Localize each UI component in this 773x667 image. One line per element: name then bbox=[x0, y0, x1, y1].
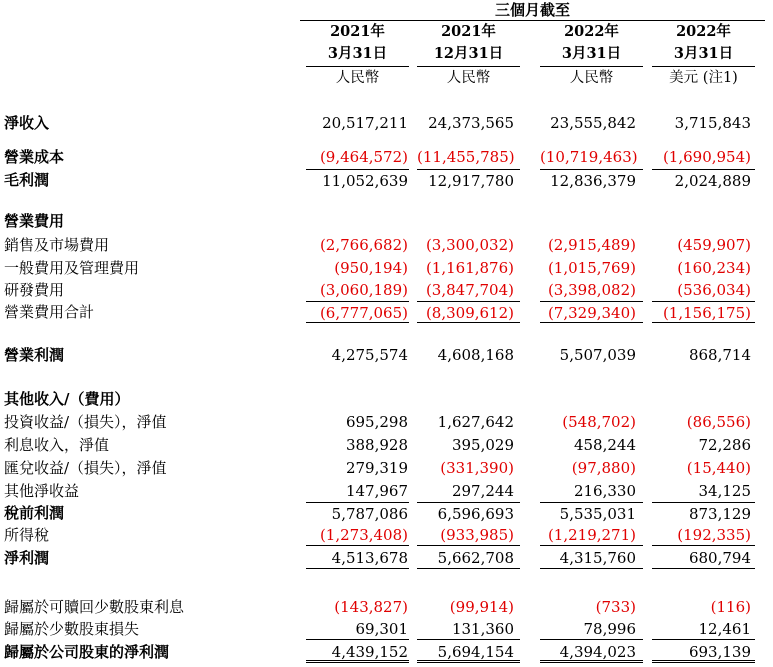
row-label: 歸屬於少數股東損失 bbox=[4, 620, 140, 638]
row-net-profit bbox=[0, 547, 773, 570]
value-cell: 69,301 bbox=[306, 618, 409, 640]
value-cell: 5,662,708 bbox=[417, 547, 520, 569]
value-cell: 279,319 bbox=[345, 459, 408, 477]
value-cell: 695,298 bbox=[345, 413, 408, 431]
row-cost-of-revenue bbox=[0, 146, 773, 168]
row-selling-marketing bbox=[0, 234, 773, 256]
value-cell: (1,690,954) bbox=[662, 148, 751, 166]
row-label: 毛利潤 bbox=[4, 171, 50, 189]
value-cell: 12,917,780 bbox=[417, 169, 520, 191]
value-cell: (548,702) bbox=[562, 413, 636, 431]
value-cell: 4,275,574 bbox=[331, 346, 408, 364]
value-cell: (536,034) bbox=[677, 281, 751, 299]
row-general-admin bbox=[0, 257, 773, 279]
value-cell: (3,300,032) bbox=[425, 236, 514, 254]
column-year: 2021年 bbox=[330, 23, 385, 40]
row-label: 歸屬於可贖回少數股東利息 bbox=[4, 598, 185, 616]
value-cell: 4,608,168 bbox=[437, 346, 514, 364]
value-cell: 23,555,842 bbox=[550, 114, 636, 132]
value-cell: 11,052,639 bbox=[306, 169, 409, 191]
value-cell: (192,335) bbox=[652, 524, 755, 546]
row-total-operating-expenses bbox=[0, 301, 773, 324]
row-label: 歸屬於公司股東的淨利潤 bbox=[4, 643, 170, 661]
column-currency: 人民幣 bbox=[446, 70, 491, 86]
value-cell: 72,286 bbox=[698, 436, 751, 454]
value-cell: (143,827) bbox=[334, 598, 408, 616]
value-cell: (1,273,408) bbox=[306, 524, 409, 546]
value-cell: 34,125 bbox=[698, 482, 751, 500]
column-year: 2021年 bbox=[441, 23, 496, 40]
value-cell: 20,517,211 bbox=[322, 114, 408, 132]
row-redeemable-minority-interest bbox=[0, 596, 773, 618]
row-interest-income bbox=[0, 434, 773, 456]
row-label: 稅前利潤 bbox=[4, 504, 65, 522]
value-cell: 458,244 bbox=[573, 436, 636, 454]
column-date: 3月31日 bbox=[540, 43, 643, 67]
value-cell: 395,029 bbox=[451, 436, 514, 454]
row-label: 所得稅 bbox=[4, 526, 50, 544]
value-cell: (331,390) bbox=[440, 459, 514, 477]
row-net-profit-to-shareholders bbox=[0, 641, 773, 665]
row-profit-before-tax bbox=[0, 502, 773, 524]
value-cell: (10,719,463) bbox=[540, 148, 638, 166]
section-heading: 其他收入/（費用） bbox=[4, 390, 130, 408]
value-cell: 3,715,843 bbox=[674, 114, 751, 132]
value-cell: (459,907) bbox=[677, 236, 751, 254]
row-label: 投資收益/（損失），淨值 bbox=[4, 413, 167, 431]
value-cell: (9,464,572) bbox=[319, 148, 408, 166]
value-cell: (6,777,065) bbox=[306, 301, 409, 323]
row-label: 研發費用 bbox=[4, 281, 65, 299]
value-cell: (2,915,489) bbox=[547, 236, 636, 254]
row-gross-profit bbox=[0, 169, 773, 191]
value-cell: 868,714 bbox=[688, 346, 751, 364]
column-currency: 美元 (注1) bbox=[669, 70, 738, 86]
value-cell: 5,694,154 bbox=[417, 641, 520, 663]
value-cell: 680,794 bbox=[652, 547, 755, 569]
row-label: 一般費用及管理費用 bbox=[4, 259, 140, 277]
value-cell: (86,556) bbox=[686, 413, 751, 431]
column-date: 12月31日 bbox=[417, 43, 520, 67]
column-header bbox=[417, 21, 520, 89]
row-income-tax bbox=[0, 524, 773, 547]
column-date: 3月31日 bbox=[306, 43, 409, 67]
period-group-header: 三個月截至 bbox=[300, 0, 765, 21]
value-cell: (11,455,785) bbox=[417, 148, 515, 166]
value-cell: 4,394,023 bbox=[540, 641, 643, 663]
row-label: 營業成本 bbox=[4, 148, 65, 166]
column-header bbox=[306, 21, 409, 89]
value-cell: 388,928 bbox=[345, 436, 408, 454]
value-cell: 24,373,565 bbox=[428, 114, 514, 132]
value-cell: (1,219,271) bbox=[540, 524, 643, 546]
value-cell: 2,024,889 bbox=[652, 169, 755, 191]
row-fx-gain bbox=[0, 457, 773, 479]
value-cell: (97,880) bbox=[571, 459, 636, 477]
value-cell: (2,766,682) bbox=[319, 236, 408, 254]
row-label: 銷售及市場費用 bbox=[4, 236, 110, 254]
row-operating-profit bbox=[0, 344, 773, 366]
value-cell: (116) bbox=[710, 598, 751, 616]
row-label: 營業費用合計 bbox=[4, 303, 95, 321]
column-currency: 人民幣 bbox=[569, 70, 614, 86]
value-cell: (3,060,189) bbox=[319, 281, 408, 299]
value-cell: 12,836,379 bbox=[540, 169, 643, 191]
value-cell: 873,129 bbox=[652, 502, 755, 524]
value-cell: (160,234) bbox=[677, 259, 751, 277]
value-cell: (1,015,769) bbox=[547, 259, 636, 277]
row-label: 匯兌收益/（損失），淨值 bbox=[4, 459, 167, 477]
row-research-development bbox=[0, 279, 773, 301]
column-header bbox=[540, 21, 643, 89]
row-label: 淨收入 bbox=[4, 114, 50, 132]
value-cell: (950,194) bbox=[334, 259, 408, 277]
value-cell: (15,440) bbox=[686, 459, 751, 477]
value-cell: (733) bbox=[595, 598, 636, 616]
value-cell: 1,627,642 bbox=[437, 413, 514, 431]
row-label: 營業利潤 bbox=[4, 346, 65, 364]
column-header bbox=[652, 21, 755, 89]
column-currency: 人民幣 bbox=[335, 70, 380, 86]
value-cell: 4,315,760 bbox=[540, 547, 643, 569]
value-cell: 4,513,678 bbox=[306, 547, 409, 569]
value-cell: (8,309,612) bbox=[417, 301, 520, 323]
value-cell: (99,914) bbox=[449, 598, 514, 616]
row-other-net-gain bbox=[0, 480, 773, 502]
value-cell: 131,360 bbox=[417, 618, 520, 640]
row-investment-income bbox=[0, 411, 773, 433]
row-net-revenue bbox=[0, 112, 773, 134]
row-other-income-heading bbox=[0, 388, 773, 410]
value-cell: 216,330 bbox=[573, 482, 636, 500]
row-label: 淨利潤 bbox=[4, 549, 50, 567]
value-cell: 6,596,693 bbox=[417, 502, 520, 524]
value-cell: 78,996 bbox=[540, 618, 643, 640]
column-year: 2022年 bbox=[676, 23, 731, 40]
value-cell: 5,507,039 bbox=[559, 346, 636, 364]
value-cell: 4,439,152 bbox=[306, 641, 409, 663]
row-operating-expenses-heading bbox=[0, 210, 773, 232]
value-cell: (3,847,704) bbox=[425, 281, 514, 299]
value-cell: 297,244 bbox=[451, 482, 514, 500]
value-cell: (1,156,175) bbox=[652, 301, 755, 323]
column-date: 3月31日 bbox=[652, 43, 755, 67]
value-cell: (1,161,876) bbox=[425, 259, 514, 277]
section-heading: 營業費用 bbox=[4, 212, 65, 230]
value-cell: 693,139 bbox=[652, 641, 755, 663]
row-minority-loss bbox=[0, 618, 773, 641]
value-cell: 5,787,086 bbox=[306, 502, 409, 524]
value-cell: (3,398,082) bbox=[547, 281, 636, 299]
column-year: 2022年 bbox=[564, 23, 619, 40]
value-cell: (7,329,340) bbox=[540, 301, 643, 323]
row-label: 其他淨收益 bbox=[4, 482, 80, 500]
value-cell: 12,461 bbox=[652, 618, 755, 640]
row-label: 利息收入，淨值 bbox=[4, 436, 110, 454]
value-cell: (933,985) bbox=[417, 524, 520, 546]
value-cell: 147,967 bbox=[345, 482, 408, 500]
value-cell: 5,535,031 bbox=[540, 502, 643, 524]
